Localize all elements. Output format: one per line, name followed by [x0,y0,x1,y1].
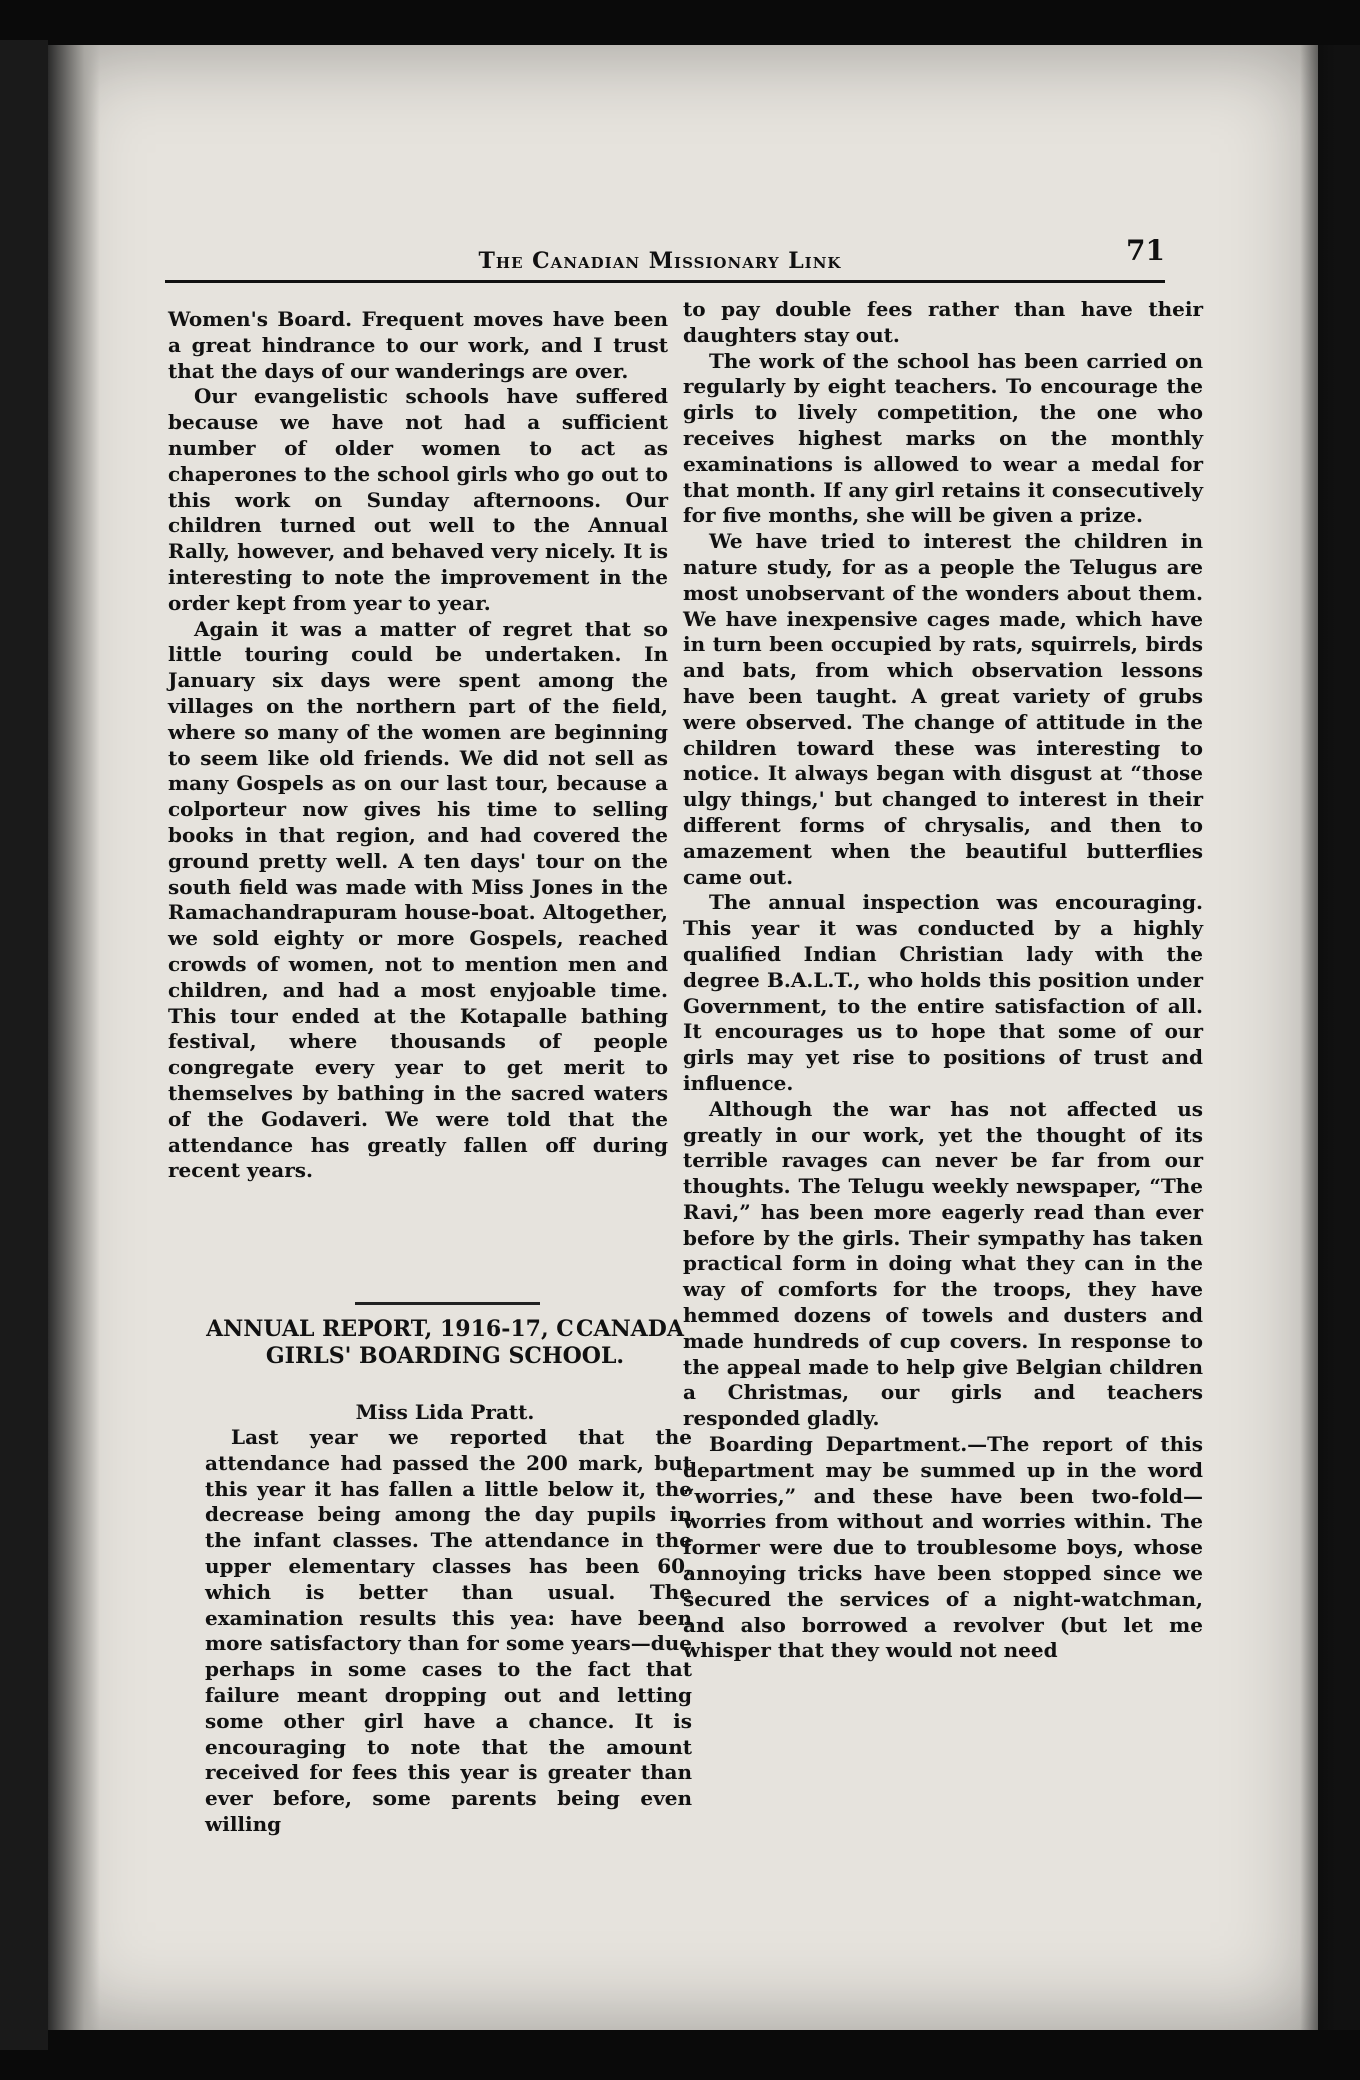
page-gutter-shadow [48,45,100,2030]
right-column [683,297,1203,1664]
running-header [165,230,1165,283]
scan-left-border [0,40,48,2050]
page-right-shadow [1300,45,1360,2030]
section-divider [355,1302,540,1305]
paragraph: Women's Board. Frequent moves have been a great hindrance to our work, and I trust that the days of our wanderings are over. [168,307,668,383]
paragraph: We have tried to interest the children in nature study, for as a people the Telugus are most unobservant of the wonders about them. We have inexpensive cages made, which have in turn been occupied by rats, squirrels, birds and bats, from which observation lessons have been taught. A great variety of grubs were observed. The change of attitude in the children toward these was interesting to notice. It always began with disgust at “those ulgy things,' but changed to interest in their different forms of chrysalis, and then to amazement when the beautiful butterflies came out. [683,529,1203,889]
section-heading: ANNUAL REPORT, 1916-17, C CANADA GIRLS' BOARDING SCHOOL. [206,1316,684,1369]
journal-title: The Canadian Missionary Link [478,248,842,274]
paragraph: Again it was a matter of regret that so little touring could be undertaken. In January six days were spent among the villages on the northern part of the field, where so many of the women are beginning to seem like old friends. We did not sell as many Gospels as on our last tour, because a colporteur now gives his time to selling books in that region, and had covered the ground pretty well. A ten days' tour on the south field was made with Miss Jones in the Ramachandrapuram house-boat. Altogether, we sold eighty or more Gospels, reached crowds of women, not to mention men and children, and had a most enyjoable time. This tour ended at the Kotapalle bathing festival, where thousands of people congregate every year to get merit to themselves by bathing in the sacred waters of the Godaveri. We were told that the attendance has greatly fallen off during recent years. [168,616,668,1183]
paragraph: Our evangelistic schools have suffered because we have not had a sufficient number of older women to act as chaperones to the school girls who go out to this work on Sunday afternoons. Our children turned out well to the Annual Rally, however, and behaved very nicely. It is interesting to note the improvement in the order kept from year to year. [168,384,668,615]
left-column [168,307,668,1184]
paragraph [683,1432,1203,1664]
subsection-label: Boarding Department. [709,1432,968,1457]
paragraph: The work of the school has been carried on regularly by eight teachers. To encourage the girls to lively competition, the one who receives highest marks on the monthly examinations is allowed to wear a medal for that month. If any girl retains it consecutively for five months, she will be given a prize. [683,348,1203,528]
paragraph: Last year we reported that the attendance had passed the 200 mark, but this year it has fallen a little below it, the decrease being among the day pupils in the infant classes. The attendance in the upper elementary classes has been 60, which is better than usual. The examination results this yea: have been more satisfactory than for some years—due perhaps in some cases to the fact that failure meant dropping out and letting some other girl have a chance. It is encouraging to note that the amount received for fees this year is greater than ever before, some parents being even willing [205,1425,692,1836]
subsection-text: —The report of this department may be summed up in the word “worries,” and these have been two-fold—worries from without and worries within. The former were due to troublesome boys, whose annoying tricks have been stopped since we secured the services of a night-watchman, and also borrowed a revolver (but let me whisper that they would not need [683,1432,1203,1663]
paragraph: to pay double fees rather than have their daughters stay out. [683,297,1203,347]
section-body [205,1425,692,1838]
page-number: 71 [1126,234,1165,267]
paragraph: Although the war has not affected us greatly in our work, yet the thought of its terrible ravages can never be far from our thoughts. The Telugu weekly newspaper, “The Ravi,” has been more eagerly read than ever before by the girls. Their sympathy has taken practical form in doing what they can in the way of comforts for the troops, they have hemmed dozens of towels and dusters and made hundreds of cup covers. In response to the appeal made to help give Belgian children a Christmas, our girls and teachers responded gladly. [683,1096,1203,1431]
section-byline: Miss Lida Pratt. [355,1400,535,1424]
paragraph: The annual inspection was encouraging. This year it was conducted by a highly qualified Indian Christian lady with the degree B.A.L.T., who holds this position under Government, to the entire satisfaction of all. It encourages us to hope that some of our girls may yet rise to positions of trust and influence. [683,890,1203,1095]
